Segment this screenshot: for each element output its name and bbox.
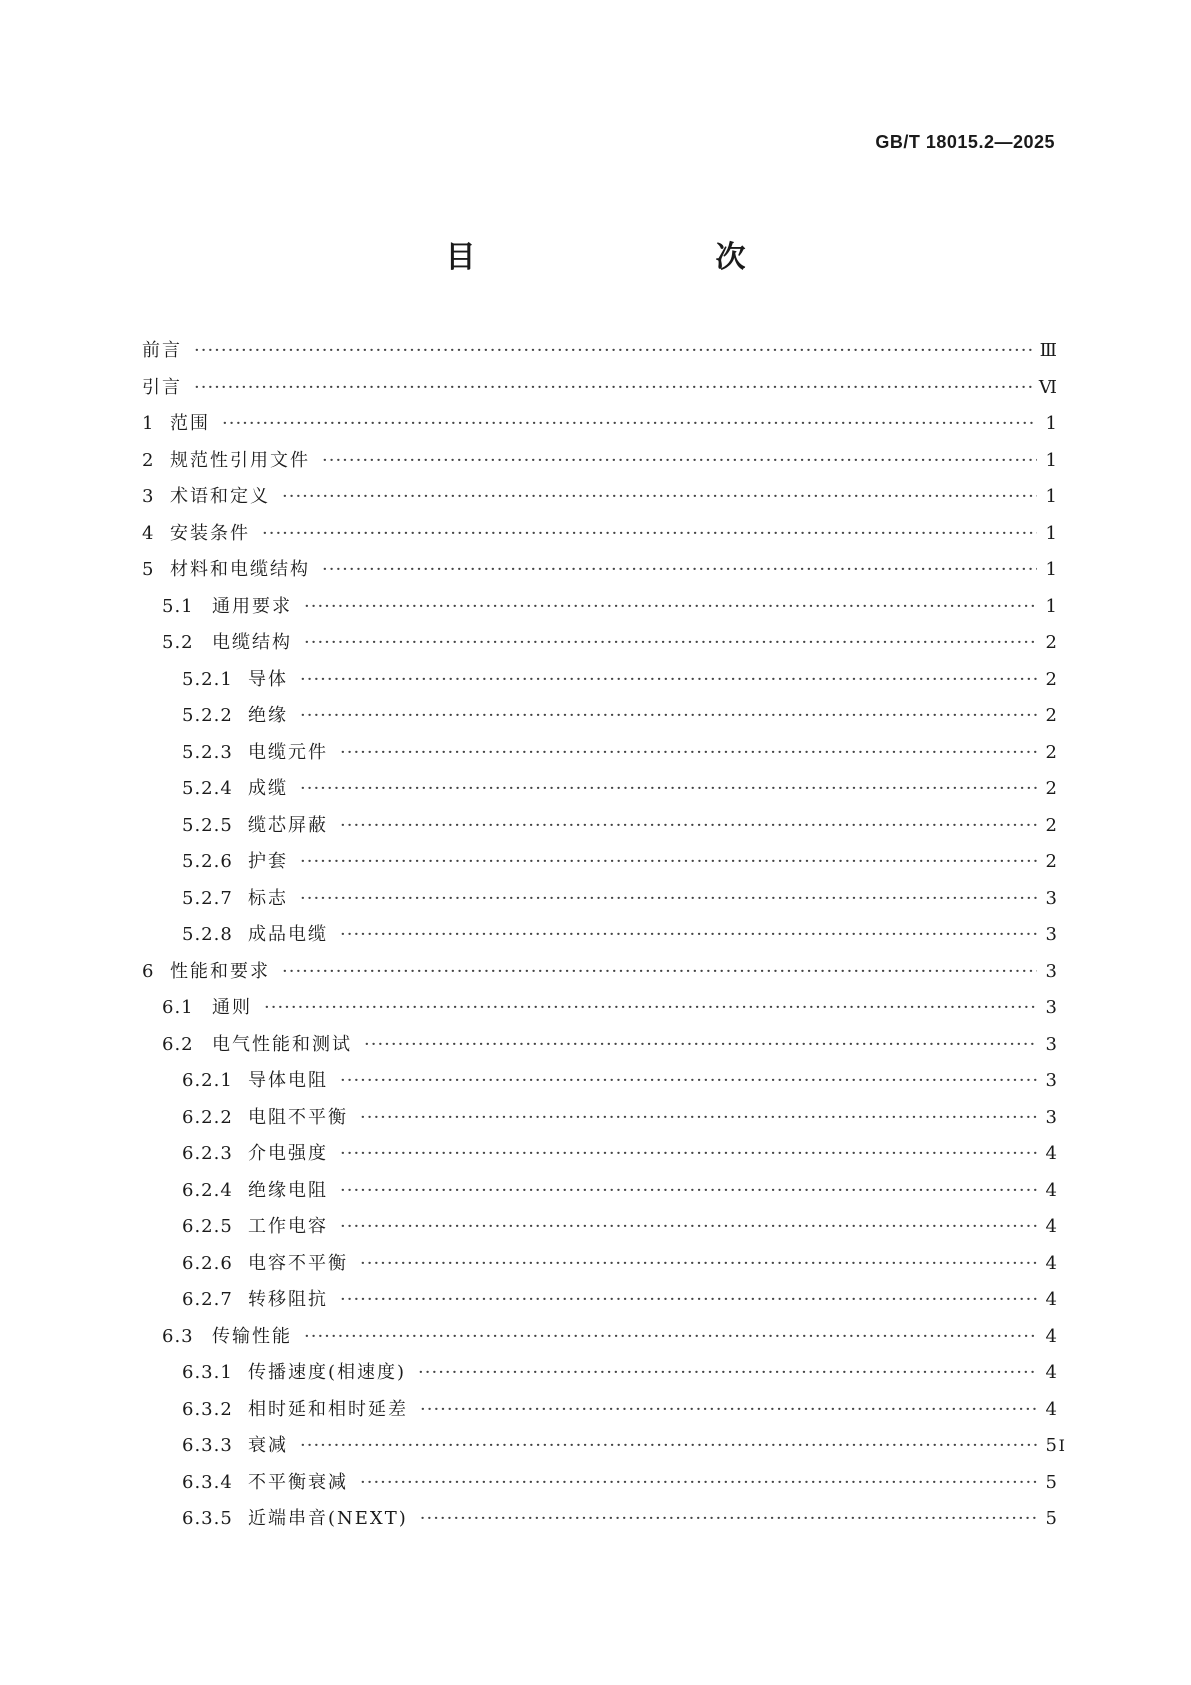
toc-entry[interactable] — [142, 1139, 1057, 1176]
toc-entry-number: 6.2.2 — [182, 1106, 233, 1128]
toc-entry-number: 6.2.5 — [182, 1216, 233, 1237]
toc-entry-number: 5.2.5 — [182, 814, 233, 836]
toc-entry-page: 4 — [1045, 1362, 1057, 1383]
dot-leader — [340, 1216, 1037, 1237]
toc-entry-number: 2 — [142, 449, 155, 471]
dot-leader — [194, 377, 1033, 398]
toc-entry[interactable] — [142, 1176, 1057, 1213]
toc-entry-label: 成品电缆 — [248, 924, 328, 945]
toc-entry-page: 5 — [1045, 1435, 1057, 1456]
toc-entry-page: 4 — [1045, 1252, 1057, 1274]
toc-entry-page: 4 — [1045, 1289, 1057, 1310]
toc-entry[interactable] — [142, 1358, 1057, 1395]
toc-entry-page: 5 — [1045, 1471, 1057, 1493]
toc-entry-page: 3 — [1045, 1106, 1057, 1128]
toc-entry-label: 电容不平衡 — [248, 1252, 348, 1274]
dot-leader — [420, 1399, 1037, 1420]
toc-entry-label: 工作电容 — [248, 1216, 328, 1237]
toc-entry-number: 5.2.3 — [182, 741, 233, 763]
toc-entry-number: 6.2.4 — [182, 1179, 233, 1201]
toc-entry-page: 3 — [1045, 887, 1057, 909]
toc-entry[interactable] — [142, 1285, 1057, 1322]
toc-entry-label: 通用要求 — [212, 595, 292, 617]
dot-leader — [340, 742, 1037, 763]
toc-entry-number: 5 — [142, 559, 155, 580]
toc-entry-label: 缆芯屏蔽 — [248, 814, 328, 836]
toc-entry-label: 术语和定义 — [170, 486, 270, 507]
toc-entry[interactable] — [142, 482, 1057, 519]
toc-entry-number: 6.2.6 — [182, 1252, 233, 1274]
page-number: Ⅰ — [1058, 1436, 1065, 1455]
toc-entry-label: 材料和电缆结构 — [170, 559, 310, 580]
toc-entry-page: 4 — [1045, 1325, 1057, 1347]
toc-entry-label: 标志 — [248, 887, 288, 909]
toc-entry-label: 转移阻抗 — [248, 1289, 328, 1310]
toc-entry-label: 护套 — [248, 851, 288, 872]
toc-entry-number: 6.1 — [162, 997, 194, 1018]
toc-entry-number: 6.2.1 — [182, 1070, 233, 1091]
toc-entry-label: 不平衡衰减 — [248, 1471, 348, 1493]
toc-entry-label: 导体电阻 — [248, 1070, 328, 1091]
dot-leader — [360, 1253, 1037, 1274]
toc-entry[interactable] — [142, 738, 1057, 775]
toc-entry[interactable] — [142, 1212, 1057, 1249]
toc-entry-label: 引言 — [142, 376, 182, 398]
toc-entry-label: 电气性能和测试 — [212, 1033, 352, 1055]
toc-entry-page: 2 — [1045, 741, 1057, 763]
toc-entry-number: 6.3.5 — [182, 1508, 233, 1529]
toc-entry-page: 3 — [1045, 960, 1057, 982]
dot-leader — [420, 1508, 1037, 1529]
toc-entry-page: 2 — [1045, 851, 1057, 872]
dot-leader — [222, 413, 1037, 434]
toc-entry-label: 前言 — [142, 340, 182, 361]
toc-entry[interactable] — [142, 409, 1057, 446]
toc-entry-page: 3 — [1045, 1033, 1057, 1055]
dot-leader — [300, 669, 1037, 690]
dot-leader — [340, 815, 1037, 836]
dot-leader — [304, 632, 1037, 653]
toc-entry-page: 1 — [1045, 413, 1057, 434]
dot-leader — [304, 596, 1037, 617]
dot-leader — [360, 1107, 1037, 1128]
toc-entry-label: 相时延和相时延差 — [248, 1398, 408, 1420]
toc-entry[interactable] — [142, 628, 1057, 665]
toc-entry[interactable] — [142, 1322, 1057, 1359]
toc-entry-number: 3 — [142, 486, 155, 507]
toc-entry-label: 性能和要求 — [170, 960, 270, 982]
dot-leader — [300, 888, 1037, 909]
dot-leader — [282, 961, 1037, 982]
dot-leader — [264, 997, 1037, 1018]
toc-entry-number: 5.2.4 — [182, 778, 233, 799]
toc-entry[interactable] — [142, 957, 1057, 994]
toc-entry-label: 近端串音(NEXT) — [248, 1508, 408, 1529]
toc-entry-number: 5.1 — [162, 595, 194, 617]
toc-entry[interactable] — [142, 446, 1057, 483]
dot-leader — [360, 1472, 1037, 1493]
toc-entry-page: 1 — [1045, 449, 1057, 471]
dot-leader — [194, 340, 1034, 361]
toc-entry-page: 3 — [1045, 1070, 1057, 1091]
toc-entry-page: 3 — [1045, 997, 1057, 1018]
toc-entry-number: 6.2.7 — [182, 1289, 233, 1310]
toc-entry-page: 4 — [1045, 1179, 1057, 1201]
toc-entry-number: 6.3.1 — [182, 1362, 233, 1383]
toc-entry[interactable] — [142, 555, 1057, 592]
toc-entry-label: 成缆 — [248, 778, 288, 799]
toc-entry[interactable] — [142, 993, 1057, 1030]
toc-entry-page: 1 — [1045, 486, 1057, 507]
toc-entry[interactable] — [142, 1103, 1057, 1140]
toc-entry[interactable] — [142, 774, 1057, 811]
toc-entry-page: 4 — [1045, 1143, 1057, 1164]
toc-entry[interactable] — [142, 336, 1057, 373]
toc-entry[interactable] — [142, 665, 1057, 702]
toc-entry[interactable] — [142, 519, 1057, 556]
toc-entry-page: Ⅲ — [1039, 340, 1057, 361]
toc-entry[interactable] — [142, 1395, 1057, 1432]
toc-entry-page: 2 — [1045, 668, 1057, 690]
toc-entry-label: 传播速度(相速度) — [248, 1362, 407, 1383]
toc-entry-number: 5.2 — [162, 632, 194, 653]
toc-entry[interactable] — [142, 1030, 1057, 1067]
toc-entry-number: 6.2 — [162, 1033, 194, 1055]
dot-leader — [300, 705, 1037, 726]
toc-entry-page: 2 — [1045, 705, 1057, 726]
toc-entry-page: 2 — [1045, 814, 1057, 836]
dot-leader — [282, 486, 1037, 507]
table-of-contents — [142, 336, 1057, 1541]
dot-leader — [418, 1362, 1037, 1383]
toc-entry-page: 4 — [1045, 1216, 1057, 1237]
toc-entry[interactable] — [142, 1066, 1057, 1103]
toc-entry-page: 4 — [1045, 1398, 1057, 1420]
toc-entry-number: 1 — [142, 413, 155, 434]
dot-leader — [364, 1034, 1037, 1055]
toc-entry[interactable] — [142, 920, 1057, 957]
toc-entry-number: 5.2.6 — [182, 851, 233, 872]
toc-entry-page: 3 — [1045, 924, 1057, 945]
toc-entry-number: 6.2.3 — [182, 1143, 233, 1164]
toc-entry-label: 规范性引用文件 — [170, 449, 310, 471]
dot-leader — [300, 778, 1037, 799]
toc-entry-label: 绝缘电阻 — [248, 1179, 328, 1201]
toc-entry-label: 电缆元件 — [248, 741, 328, 763]
toc-entry-number: 5.2.1 — [182, 668, 233, 690]
toc-entry-page: 2 — [1045, 632, 1057, 653]
toc-entry-page: 1 — [1045, 522, 1057, 544]
dot-leader — [300, 851, 1037, 872]
toc-entry[interactable] — [142, 701, 1057, 738]
dot-leader — [304, 1326, 1037, 1347]
toc-entry[interactable] — [142, 1249, 1057, 1286]
toc-entry-number: 5.2.8 — [182, 924, 233, 945]
toc-entry[interactable] — [142, 847, 1057, 884]
toc-entry-page: 1 — [1045, 559, 1057, 580]
toc-entry-number: 4 — [142, 522, 155, 544]
toc-entry[interactable] — [142, 884, 1057, 921]
toc-entry[interactable] — [142, 811, 1057, 848]
toc-entry-label: 介电强度 — [248, 1143, 328, 1164]
toc-entry[interactable] — [142, 592, 1057, 629]
toc-entry-label: 电缆结构 — [212, 632, 292, 653]
toc-entry-page: 2 — [1045, 778, 1057, 799]
dot-leader — [300, 1435, 1037, 1456]
toc-entry-number: 5.2.2 — [182, 705, 233, 726]
dot-leader — [322, 450, 1037, 471]
standard-number: GB/T 18015.2—2025 — [875, 132, 1055, 152]
toc-entry-page: Ⅵ — [1038, 376, 1057, 398]
toc-entry-label: 范围 — [170, 413, 210, 434]
toc-entry-label: 导体 — [248, 668, 288, 690]
toc-entry-label: 通则 — [212, 997, 252, 1018]
toc-entry[interactable] — [142, 1468, 1057, 1505]
toc-entry-label: 传输性能 — [212, 1325, 292, 1347]
toc-entry-page: 1 — [1045, 595, 1057, 617]
toc-entry-number: 6.3 — [162, 1325, 194, 1347]
toc-entry-label: 安装条件 — [170, 522, 250, 544]
dot-leader — [340, 1143, 1037, 1164]
toc-entry-label: 衰减 — [248, 1435, 288, 1456]
toc-entry[interactable] — [142, 1431, 1057, 1468]
toc-entry[interactable] — [142, 1504, 1057, 1541]
dot-leader — [340, 1180, 1037, 1201]
dot-leader — [340, 1289, 1037, 1310]
dot-leader — [340, 1070, 1037, 1091]
toc-entry-label: 绝缘 — [248, 705, 288, 726]
toc-entry-label: 电阻不平衡 — [248, 1106, 348, 1128]
toc-entry-page: 5 — [1045, 1508, 1057, 1529]
dot-leader — [262, 523, 1037, 544]
dot-leader — [340, 924, 1037, 945]
toc-entry-number: 6.3.4 — [182, 1471, 233, 1493]
toc-entry-number: 5.2.7 — [182, 887, 233, 909]
toc-entry-number: 6.3.3 — [182, 1435, 233, 1456]
toc-entry-number: 6 — [142, 960, 155, 982]
toc-title: 目 次 — [445, 240, 806, 275]
toc-entry-number: 6.3.2 — [182, 1398, 233, 1420]
toc-entry[interactable] — [142, 373, 1057, 410]
dot-leader — [322, 559, 1037, 580]
